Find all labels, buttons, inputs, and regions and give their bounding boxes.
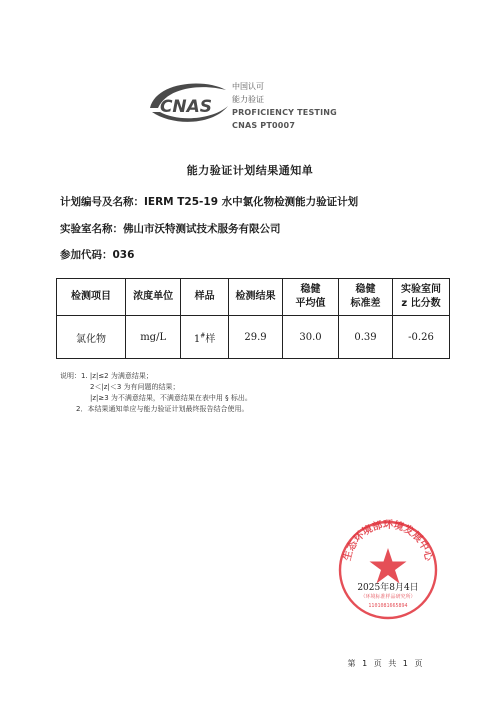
cell-robust-mean: 30.0 — [283, 316, 339, 359]
table-header-row — [57, 279, 450, 316]
seal-arc-text: 生态环境部环境发展中心 — [342, 519, 434, 563]
cell-item: 氯化物 — [57, 316, 126, 359]
code-info — [60, 247, 134, 262]
lab-value: 佛山市沃特测试技术服务有限公司 — [123, 223, 281, 235]
official-seal — [336, 518, 440, 622]
page-footer: 第 1 页 共 1 页 — [347, 659, 423, 668]
seal-sub: （环境标准样品研究所） — [360, 594, 416, 600]
code-label: 参加代码： — [60, 249, 113, 261]
logo-line-4: CNAS PT0007 — [232, 121, 296, 130]
header-result: 检测结果 — [229, 279, 283, 316]
header-z-score: 实验室间 z 比分数 — [392, 279, 449, 316]
header-item: 检测项目 — [57, 279, 126, 316]
note-line-3: |z|≥3 为不满意结果，不满意结果在表中用 § 标出。 — [90, 394, 252, 402]
cell-result: 29.9 — [229, 316, 283, 359]
cnas-logo — [142, 76, 232, 128]
header-unit: 浓度单位 — [126, 279, 181, 316]
logo-line-1: 中国认可 — [232, 82, 264, 91]
lab-info — [60, 221, 281, 236]
note-line-1: 说明：1. |z|≤2 为满意结果； — [60, 372, 153, 380]
note-line-4: 2．本结果通知单应与能力验证计划最终报告结合使用。 — [76, 405, 249, 413]
note-line-2: 2＜|z|＜3 为有问题的结果； — [90, 383, 180, 391]
plan-label: 计划编号及名称： — [60, 196, 144, 208]
header-robust-sd: 稳健 标准差 — [338, 279, 392, 316]
cell-z-score: -0.26 — [392, 316, 449, 359]
notes — [60, 371, 252, 415]
table-row — [57, 316, 450, 359]
lab-label: 实验室名称： — [60, 223, 123, 235]
results-table — [56, 278, 450, 359]
logo-caption — [232, 80, 337, 132]
cell-sample: 1#样 — [181, 316, 229, 359]
logo-line-3: PROFICIENCY TESTING — [232, 108, 337, 117]
seal-code: 1101081665894 — [368, 603, 408, 609]
seal-date: 2025年8月4日 — [357, 583, 419, 593]
code-value: 036 — [112, 249, 135, 261]
logo-line-2: 能力验证 — [232, 95, 264, 104]
header-sample: 样品 — [181, 279, 229, 316]
seal-star-icon — [370, 548, 407, 584]
cnas-logo-mark: CNAS — [159, 97, 213, 117]
plan-value: IERM T25-19 水中氯化物检测能力验证计划 — [144, 196, 359, 208]
header-robust-mean: 稳健 平均值 — [283, 279, 339, 316]
cell-unit: mg/L — [126, 316, 181, 359]
document-title: 能力验证计划结果通知单 — [186, 164, 314, 177]
plan-info — [60, 194, 358, 209]
cell-robust-sd: 0.39 — [338, 316, 392, 359]
